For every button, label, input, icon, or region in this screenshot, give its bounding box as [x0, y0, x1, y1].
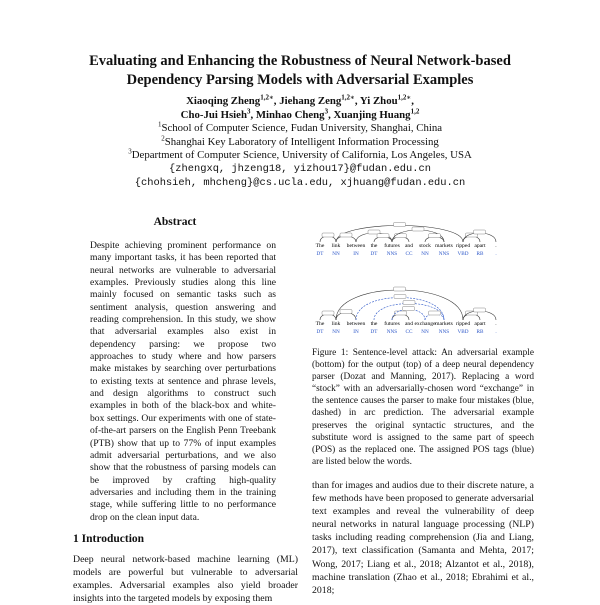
- right-column-paragraph: than for images and audios due to their discrete nature, a few methods have been proposed to generate adversarial text examples and reveal the vulnerability of deep neural networks in natural language processing (NLP) tasks including reading comprehension (Jia and Liang, 2017), text classification (Samanta and Mehta, 2017; Wong, 2017; Liang et al., 2018; Alzantot et al., 2018), machine translation (Zhao et al., 2018; Ebrahimi et al., 2018;: [312, 480, 534, 596]
- top-word: The: [315, 243, 325, 249]
- abstract-heading: Abstract: [153, 216, 197, 228]
- bottom-word: .: [495, 321, 497, 327]
- arc-label-box: [340, 310, 352, 314]
- top-word: between: [346, 243, 366, 249]
- figure-caption: [312, 347, 534, 468]
- paper-title: [0, 52, 600, 90]
- bottom-sentence-tokens: [316, 320, 498, 335]
- top-word: link: [331, 243, 341, 249]
- arc-label-box: [429, 234, 441, 238]
- arc-label-box: [368, 230, 380, 234]
- arc-label-box: [322, 311, 334, 315]
- bottom-word: exchange: [414, 321, 436, 327]
- bottom-word: and: [404, 321, 414, 327]
- author-line-1: Xiaoqing Zheng$^{1,2∗}$, Jiehang Zeng$^{1,2∗}$, Yi Zhou$^{1,2∗}$,: [186, 93, 414, 107]
- affiliation-3: $^3$Department of Computer Science, University of California, Los Angeles, USA: [128, 147, 472, 162]
- bottom-word: futures: [384, 321, 400, 327]
- bottom-pos-tag: DT: [316, 329, 324, 335]
- arc-label-box: [340, 233, 352, 237]
- top-pos-tag: IN: [353, 251, 359, 257]
- top-word: apart: [474, 243, 486, 249]
- intro-body: [73, 553, 298, 605]
- affiliation-2: $^2$Shanghai Key Laboratory of Intelligent Information Processing: [161, 134, 439, 148]
- top-pos-tag: VBD: [457, 251, 469, 257]
- title-line-1: Evaluating and Enhancing the Robustness of Neural Network-based: [89, 53, 511, 69]
- bottom-pos-tag: NNS: [438, 329, 450, 335]
- top-pos-tag: NN: [421, 251, 429, 257]
- top-word: ripped: [455, 243, 471, 249]
- email-line-1: {zhengxq, jhzeng18, yizhou17}@fudan.edu.cn: [169, 162, 431, 175]
- mistake-arc: [356, 298, 444, 321]
- bottom-pos-tag: NN: [332, 329, 340, 335]
- top-pos-tag: CC: [405, 251, 413, 257]
- arc-label-box: [394, 287, 406, 291]
- top-word: and: [404, 243, 414, 249]
- arc-label-box: [394, 295, 406, 299]
- dependency-figure: [312, 222, 534, 340]
- top-pos-tag: NNS: [438, 251, 450, 257]
- top-pos-tag: NNS: [386, 251, 398, 257]
- abstract-text: Despite achieving prominent performance on many important tasks, it has been reported that neural networks are vulnerable to adversarial examples. Previously studies along this line mainly focused on semantic tasks such as sentiment analysis, question answering and reading comprehension. In this study, we show that adversarial examples also exist in dependency parsing: we propose two approaches to study where and how parsers make mistakes by searching over perturbations to existing texts at sentence and phrase levels, and design algorithms to construct such examples in both of the black-box and white-box settings. Our experiments with one of state-of-the-art parsers on the English Penn Treebank (PTB) show that up to 77% of input examples admit adversarial perturbations, and we also show that the robustness of parsing models can be improved by crafting high-quality adversaries and including them in the training stage, while suffering little to no performance drop on the clean input data.: [90, 240, 276, 523]
- arc-label-box: [474, 230, 486, 234]
- top-word: the: [370, 243, 378, 249]
- top-word: .: [495, 243, 497, 249]
- affiliation-1: $^1$School of Computer Science, Fudan University, Shanghai, China: [157, 120, 443, 135]
- bottom-pos-tag: NN: [421, 329, 429, 335]
- bottom-word: link: [331, 321, 341, 327]
- author-block: [0, 95, 600, 190]
- arc-label-box: [394, 223, 406, 227]
- top-pos-tag: RB: [476, 251, 484, 257]
- arc-label-box: [395, 311, 407, 315]
- bottom-word: markets: [435, 321, 453, 327]
- arc-label-box: [403, 301, 415, 305]
- top-word: stock: [419, 243, 431, 249]
- top-pos-tag: DT: [316, 251, 324, 257]
- arc-label-box: [395, 234, 407, 238]
- figure-caption-text: Figure 1: Sentence-level attack: An adversarial example (bottom) for the output (top) of a deep neural dependency parser (Dozat and Manning, 2017). Replacing a word “stock” with an adversarially-chosen word “exchange” in the sentence causes the parser to make four mistakes (blue, dashed) in arc prediction. The adversarial example preserves the original syntactic structures, and the substitute word is assigned to the same part of speech (POS) as the replaced one. The assigned POS tags (blue) are listed below the words.: [312, 348, 534, 467]
- title-line-2: Dependency Parsing Models with Adversarial Examples: [126, 72, 474, 88]
- bottom-pos-tag: NNS: [386, 329, 398, 335]
- bottom-pos-tag: .: [495, 329, 497, 335]
- top-parse-arcs: [320, 223, 496, 243]
- bottom-pos-tag: IN: [353, 329, 359, 335]
- bottom-pos-tag: RB: [476, 329, 484, 335]
- arc-label-box: [412, 227, 424, 231]
- intro-text: Deep neural network-based machine learning (ML) models are powerful but vulnerable to adversarial examples. Adversarial examples also yield broader insights into the targeted models by exposing them: [73, 554, 298, 604]
- bottom-pos-tag: DT: [370, 329, 378, 335]
- right-column-text: [312, 479, 534, 597]
- bottom-parse-arcs: [320, 287, 496, 320]
- arc-label-box: [474, 308, 486, 312]
- top-word: futures: [384, 243, 400, 249]
- top-pos-tag: NN: [332, 251, 340, 257]
- top-sentence-tokens: [316, 242, 498, 257]
- arc-label-box: [377, 234, 389, 238]
- top-pos-tag: .: [495, 251, 497, 257]
- bottom-word: apart: [474, 321, 486, 327]
- top-word: markets: [435, 243, 453, 249]
- intro-heading: 1 Introduction: [73, 533, 145, 545]
- top-pos-tag: DT: [370, 251, 378, 257]
- arc-label-box: [322, 233, 334, 237]
- bottom-pos-tag: VBD: [457, 329, 469, 335]
- abstract-body: [90, 240, 276, 524]
- arc-label-box: [429, 311, 441, 315]
- email-line-2: {chohsieh, mhcheng}@cs.ucla.edu, xjhuang@fudan.edu.cn: [134, 176, 466, 189]
- bottom-word: The: [315, 321, 325, 327]
- bottom-word: between: [346, 321, 366, 327]
- bottom-word: the: [370, 321, 378, 327]
- bottom-word: ripped: [455, 321, 471, 327]
- author-line-2: Cho-Jui Hsieh$^3$, Minhao Cheng$^3$, Xuanjing Huang$^{1,2}$: [180, 107, 420, 121]
- arc-label-box: [403, 307, 415, 311]
- bottom-pos-tag: CC: [405, 329, 413, 335]
